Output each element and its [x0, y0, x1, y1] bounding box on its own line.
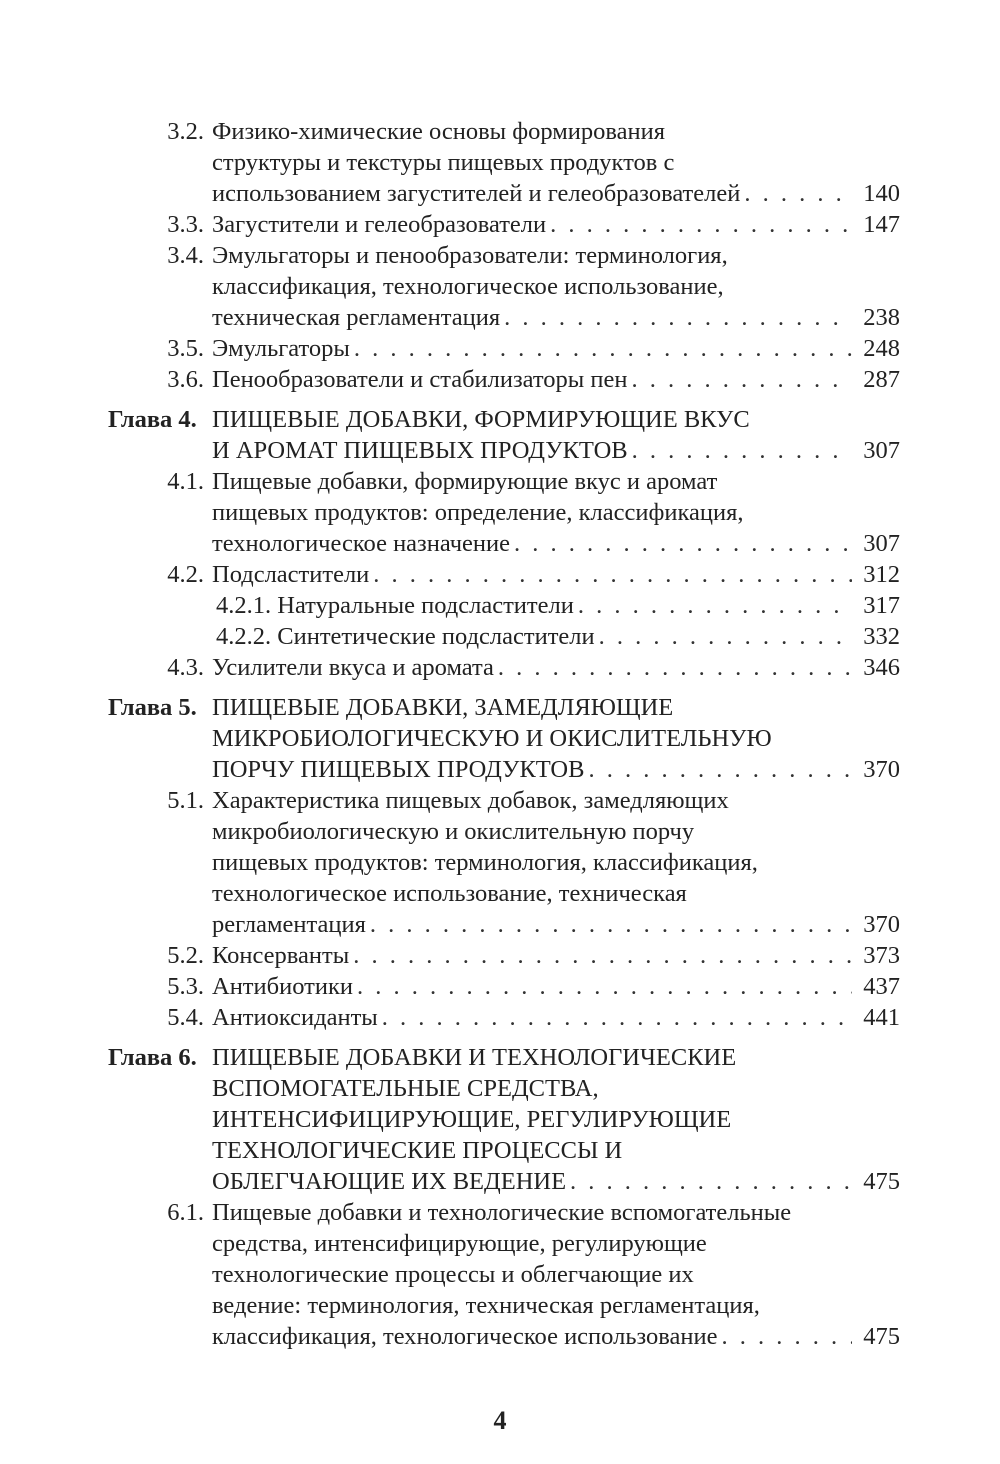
- entry-title-line: Физико-химические основы формирования: [212, 118, 665, 145]
- dot-leader: [722, 1321, 853, 1352]
- entry-title-line: ТЕХНОЛОГИЧЕСКИЕ ПРОЦЕССЫ И: [212, 1137, 623, 1164]
- entry-title-line: Консерванты: [212, 942, 350, 969]
- page-ref: 346: [863, 654, 900, 681]
- entry-title-line: Антибиотики: [212, 973, 353, 1000]
- entry-final-line: [212, 435, 900, 466]
- dot-leader: [504, 302, 852, 333]
- entry-final-line: [212, 1321, 900, 1352]
- page-number: 4: [493, 1406, 507, 1435]
- entry-title-line: пищевых продуктов: терминология, классификация,: [212, 849, 758, 876]
- dot-leader: [353, 940, 852, 971]
- dot-leader: [514, 528, 852, 559]
- entry-title-line: средства, интенсифицирующие, регулирующие: [212, 1230, 707, 1257]
- page-ref: 238: [863, 304, 900, 331]
- entry-title-line: структуры и текстуры пищевых продуктов с: [212, 149, 675, 176]
- page-ref: 370: [863, 911, 900, 938]
- page-ref: 147: [863, 211, 900, 238]
- entry-title-line: ОБЛЕГЧАЮЩИЕ ИХ ВЕДЕНИЕ: [212, 1168, 567, 1195]
- section-number: 5.1.: [167, 787, 204, 814]
- section-number: 3.6.: [167, 366, 204, 393]
- entry-title-line: ПИЩЕВЫЕ ДОБАВКИ И ТЕХНОЛОГИЧЕСКИЕ: [212, 1044, 737, 1071]
- dot-leader: [570, 1166, 852, 1197]
- page-ref: 287: [863, 366, 900, 393]
- page-ref: 475: [863, 1323, 900, 1350]
- entry-title-line: технологическое назначение: [212, 530, 511, 557]
- dot-leader: [744, 178, 852, 209]
- entry-title-line: ПИЩЕВЫЕ ДОБАВКИ, ЗАМЕДЛЯЮЩИЕ: [212, 694, 674, 721]
- dot-leader: [550, 209, 852, 240]
- section-number: 4.3.: [167, 654, 204, 681]
- entry-title-line: ПОРЧУ ПИЩЕВЫХ ПРОДУКТОВ: [212, 756, 585, 783]
- section-number: 5.3.: [167, 973, 204, 1000]
- entry-final-line: [212, 178, 900, 209]
- dot-leader: [578, 590, 852, 621]
- section-number: 3.3.: [167, 211, 204, 238]
- section-number: 5.2.: [167, 942, 204, 969]
- dot-leader: [382, 1002, 852, 1033]
- page-ref: 370: [863, 756, 900, 783]
- entry-title-line: ИНТЕНСИФИЦИРУЮЩИЕ, РЕГУЛИРУЮЩИЕ: [212, 1106, 732, 1133]
- section-number: 6.1.: [167, 1199, 204, 1226]
- entry-title-line: И АРОМАТ ПИЩЕВЫХ ПРОДУКТОВ: [212, 437, 628, 464]
- dot-leader: [599, 621, 852, 652]
- entry-title-line: пищевых продуктов: определение, классификация,: [212, 499, 744, 526]
- entry-title-line: Характеристика пищевых добавок, замедляющих: [212, 787, 729, 814]
- chapter-number: Глава 4.: [108, 406, 197, 433]
- entry-final-line: [212, 754, 900, 785]
- page-ref: 441: [863, 1004, 900, 1031]
- dot-leader: [373, 559, 852, 590]
- entry-title-line: Пенообразователи и стабилизаторы пен: [212, 366, 628, 393]
- section-number: 4.1.: [167, 468, 204, 495]
- entry-title-line: Эмульгаторы и пенообразователи: терминология,: [212, 242, 728, 269]
- entry-title-line: классификация, технологическое использование,: [212, 273, 724, 300]
- entry-title-line: Антиоксиданты: [212, 1004, 378, 1031]
- entry-title-line: ведение: терминология, техническая регламентация,: [212, 1292, 760, 1319]
- entry-final-line: [212, 1166, 900, 1197]
- entry-final-line: [212, 209, 900, 240]
- page-ref: 475: [863, 1168, 900, 1195]
- entry-title-line: МИКРОБИОЛОГИЧЕСКУЮ И ОКИСЛИТЕЛЬНУЮ: [212, 725, 772, 752]
- page-ref: 437: [863, 973, 900, 1000]
- page-ref: 332: [863, 623, 900, 650]
- section-number: 3.4.: [167, 242, 204, 269]
- entry-title-line: Загустители и гелеобразователи: [212, 211, 547, 238]
- page-ref: 307: [863, 437, 900, 464]
- dot-leader: [498, 652, 852, 683]
- entry-final-line: [212, 333, 900, 364]
- entry-final-line: [212, 971, 900, 1002]
- entry-title-line: ВСПОМОГАТЕЛЬНЫЕ СРЕДСТВА,: [212, 1075, 599, 1102]
- entry-title-line: технологическое использование, техническая: [212, 880, 687, 907]
- entry-title-line: Усилители вкуса и аромата: [212, 654, 494, 681]
- entry-title-line: 4.2.2. Синтетические подсластители: [216, 623, 595, 650]
- chapter-number: Глава 5.: [108, 694, 197, 721]
- entry-title-line: техническая регламентация: [212, 304, 501, 331]
- dot-leader: [357, 971, 852, 1002]
- entry-title-line: классификация, технологическое использование: [212, 1323, 718, 1350]
- entry-final-line: [212, 1002, 900, 1033]
- dot-leader: [588, 754, 852, 785]
- dot-leader: [631, 364, 852, 395]
- page-ref: 307: [863, 530, 900, 557]
- section-number: 3.2.: [167, 118, 204, 145]
- entry-title-line: микробиологическую и окислительную порчу: [212, 818, 695, 845]
- section-number: 4.2.: [167, 561, 204, 588]
- dot-leader: [354, 333, 852, 364]
- dot-leader: [632, 435, 852, 466]
- chapter-number: Глава 6.: [108, 1044, 197, 1071]
- entry-final-line: [212, 528, 900, 559]
- entry-title-line: Подсластители: [212, 561, 370, 588]
- entry-title-line: использованием загустителей и гелеобразователей: [212, 180, 741, 207]
- page-ref: 317: [863, 592, 900, 619]
- section-number: 5.4.: [167, 1004, 204, 1031]
- entry-final-line: [212, 909, 900, 940]
- entry-final-line: [216, 590, 900, 621]
- entry-final-line: [212, 940, 900, 971]
- entry-final-line: [212, 364, 900, 395]
- page-ref: 248: [863, 335, 900, 362]
- section-number: 3.5.: [167, 335, 204, 362]
- page-ref: 140: [863, 180, 900, 207]
- entry-final-line: [212, 559, 900, 590]
- entry-title-line: Эмульгаторы: [212, 335, 350, 362]
- entry-final-line: [212, 302, 900, 333]
- entry-title-line: Пищевые добавки и технологические вспомогательные: [212, 1199, 792, 1226]
- entry-title-line: ПИЩЕВЫЕ ДОБАВКИ, ФОРМИРУЮЩИЕ ВКУС: [212, 406, 750, 433]
- page-ref: 373: [863, 942, 900, 969]
- entry-title-line: технологические процессы и облегчающие их: [212, 1261, 694, 1288]
- entry-title-line: регламентация: [212, 911, 366, 938]
- page-ref: 312: [863, 561, 900, 588]
- entry-final-line: [216, 621, 900, 652]
- dot-leader: [370, 909, 852, 940]
- entry-title-line: 4.2.1. Натуральные подсластители: [216, 592, 574, 619]
- entry-title-line: Пищевые добавки, формирующие вкус и аромат: [212, 468, 718, 495]
- entry-final-line: [212, 652, 900, 683]
